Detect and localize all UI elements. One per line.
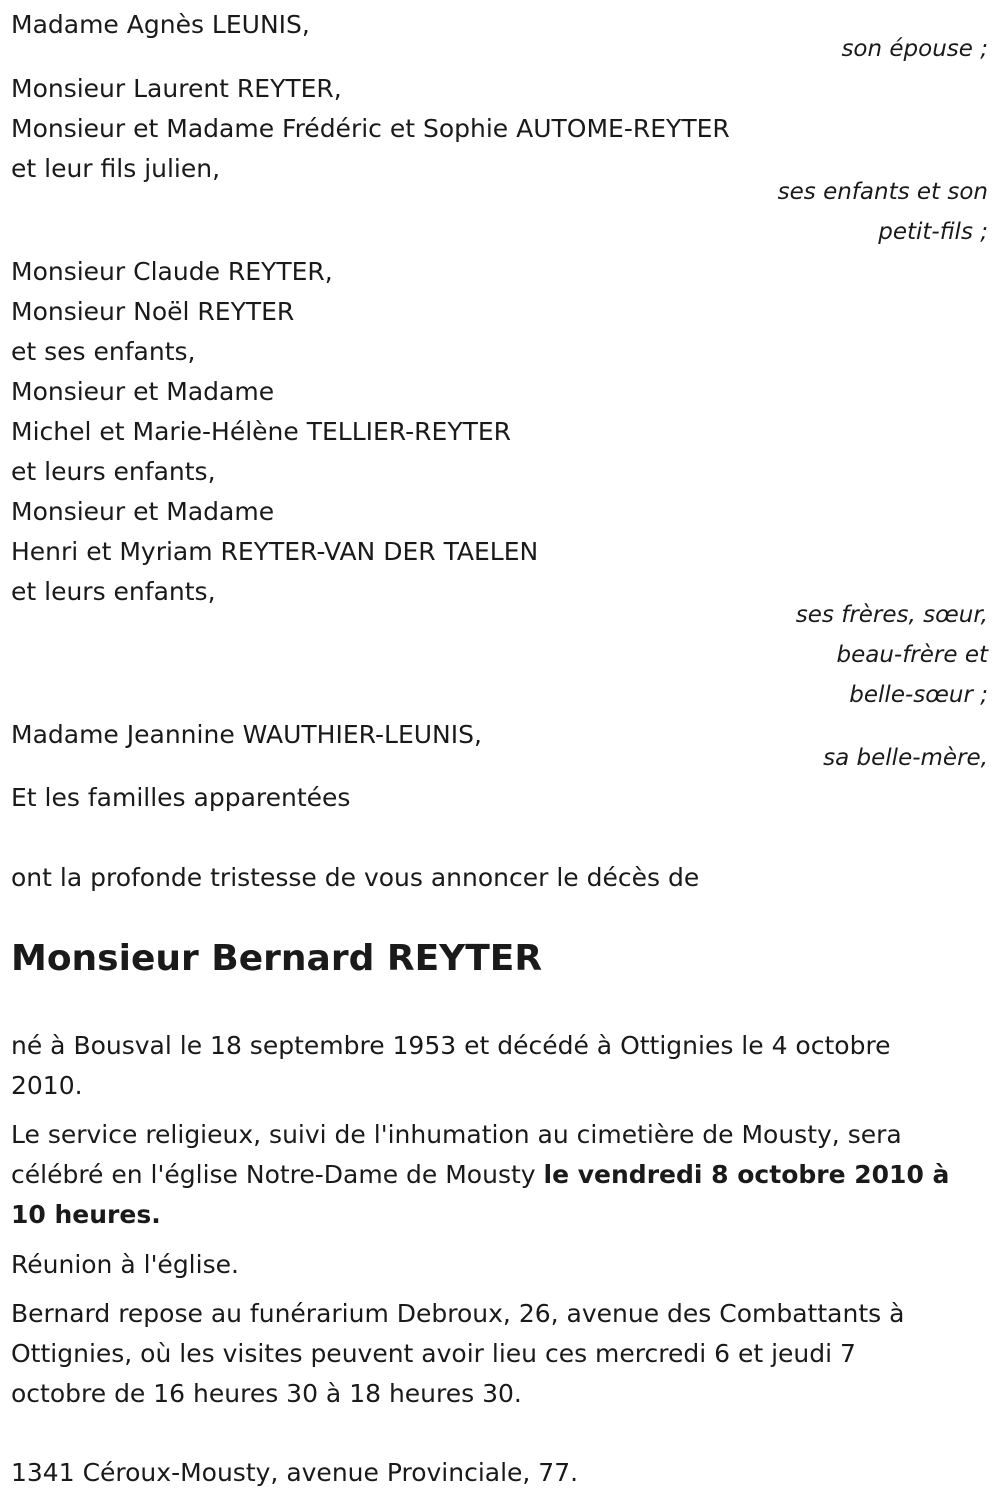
child-line-3: et leur fils julien,: [11, 154, 221, 183]
sibling-line-7: Monsieur et Madame: [11, 497, 275, 526]
visits-line-1: Bernard repose au funérarium Debroux, 26, avenue des Combattants à: [11, 1299, 905, 1328]
sibling-line-2: Monsieur Noël REYTER: [11, 297, 295, 326]
service-line-1: Le service religieux, suivi de l'inhumation au cimetière de Mousty, sera: [11, 1120, 902, 1149]
children-role-2: petit-fils ;: [878, 219, 988, 245]
birth-death-line-1: né à Bousval le 18 septembre 1953 et décédé à Ottignies le 4 octobre: [11, 1031, 891, 1060]
spouse-name: Madame Agnès LEUNIS,: [11, 10, 310, 39]
visits-line-2: Ottignies, où les visites peuvent avoir lieu ces mercredi 6 et jeudi 7: [11, 1339, 856, 1368]
visits-line-3: octobre de 16 heures 30 à 18 heures 30.: [11, 1379, 522, 1408]
service-line-2: [11, 1160, 949, 1190]
sibling-line-6: et leurs enfants,: [11, 457, 216, 486]
mother-in-law-role: sa belle-mère,: [823, 745, 988, 771]
child-line-2: Monsieur et Madame Frédéric et Sophie AUTOME-REYTER: [11, 114, 730, 143]
service-date-bold: le vendredi 8 octobre 2010 à: [543, 1160, 950, 1189]
birth-death-line-2: 2010.: [11, 1071, 83, 1100]
siblings-role-3: belle-sœur ;: [849, 682, 988, 708]
sibling-line-5: Michel et Marie-Hélène TELLIER-REYTER: [11, 417, 512, 446]
children-role-1: ses enfants et son: [777, 179, 988, 205]
sibling-line-1: Monsieur Claude REYTER,: [11, 257, 333, 286]
families-line: Et les familles apparentées: [11, 783, 351, 812]
announcement-line: ont la profonde tristesse de vous annoncer le décès de: [11, 863, 700, 892]
sibling-line-8: Henri et Myriam REYTER-VAN DER TAELEN: [11, 537, 539, 566]
service-line-2-text: célébré en l'église Notre-Dame de Mousty: [11, 1160, 544, 1189]
spouse-role: son épouse ;: [841, 36, 988, 62]
meeting-line: Réunion à l'église.: [11, 1250, 239, 1279]
sibling-line-9: et leurs enfants,: [11, 577, 216, 606]
deceased-name: Monsieur Bernard REYTER: [11, 938, 543, 979]
child-line-1: Monsieur Laurent REYTER,: [11, 74, 342, 103]
mother-in-law-name: Madame Jeannine WAUTHIER-LEUNIS,: [11, 720, 482, 749]
sibling-line-3: et ses enfants,: [11, 337, 196, 366]
siblings-role-2: beau-frère et: [836, 642, 988, 668]
siblings-role-1: ses frères, sœur,: [795, 602, 988, 628]
address-line: 1341 Céroux-Mousty, avenue Provinciale, 77.: [11, 1458, 579, 1487]
sibling-line-4: Monsieur et Madame: [11, 377, 275, 406]
service-time-bold: 10 heures.: [11, 1200, 161, 1229]
